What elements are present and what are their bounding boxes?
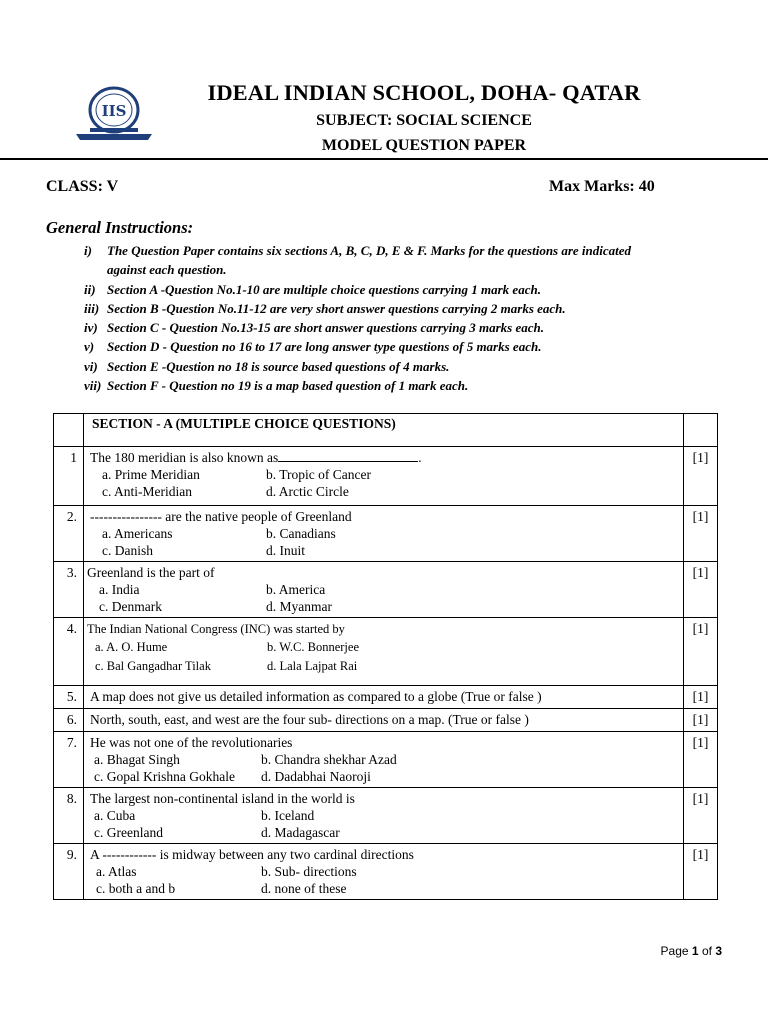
options-row: [90, 880, 683, 897]
instruction-number: iii): [84, 300, 100, 316]
header-divider: [0, 158, 768, 160]
instruction-text: against each question.: [107, 262, 227, 278]
options-row: [90, 863, 683, 880]
option-d: d. Madagascar: [261, 825, 340, 840]
option-a: a. Bhagat Singh: [94, 752, 180, 767]
instruction-item: [0, 299, 768, 318]
option-a: a. India: [99, 582, 140, 597]
question-text: A ------------ is midway between any two cardinal directions: [90, 847, 414, 862]
instructions-heading: General Instructions:: [46, 218, 194, 237]
option-a: a. Cuba: [94, 808, 136, 823]
options-row: [87, 581, 683, 598]
options-row: [90, 483, 683, 500]
option-c: c. Denmark: [99, 599, 162, 614]
option-a: a. Prime Meridian: [102, 467, 200, 482]
options-row: [90, 466, 683, 483]
instruction-item: [0, 318, 768, 337]
question-marks: [1]: [684, 618, 718, 686]
instruction-number: vi): [84, 358, 98, 374]
question-marks: [1]: [684, 788, 718, 844]
option-a: a. A. O. Hume: [95, 640, 168, 654]
question-marks: [1]: [684, 562, 718, 618]
section-header-row: [54, 414, 718, 447]
question-text: A map does not give us detailed information as compared to a globe (True or false ): [84, 686, 684, 709]
instruction-text: Section C - Question No.13-15 are short answer questions carrying 3 marks each.: [107, 320, 544, 336]
paper-title: MODEL QUESTION PAPER: [321, 137, 527, 154]
table-cell: [684, 414, 718, 447]
question-row: [54, 447, 718, 506]
instruction-number: ii): [84, 281, 96, 297]
instruction-text: Section B -Question No.11-12 are very short answer questions carrying 2 marks each.: [107, 300, 566, 316]
question-text: The largest non-continental island in the world is: [90, 791, 355, 806]
question-text: The 180 meridian is also known as: [90, 450, 279, 465]
question-cell: [84, 562, 684, 618]
options-row: [90, 525, 683, 542]
question-cell: [84, 447, 684, 506]
question-row: [54, 732, 718, 788]
instruction-text: Section D - Question no 16 to 17 are long answer type questions of 5 marks each.: [107, 339, 542, 355]
question-text: North, south, east, and west are the four sub- directions on a map. (True or false ): [84, 709, 684, 732]
instruction-text: Section E -Question no 18 is source based questions of 4 marks.: [107, 358, 450, 374]
question-row: [54, 788, 718, 844]
question-marks: [1]: [684, 844, 718, 900]
question-number: 9.: [54, 844, 84, 900]
instructions-list: [0, 241, 768, 395]
question-marks: [1]: [684, 709, 718, 732]
options-row: [90, 542, 683, 559]
option-d: d. Arctic Circle: [266, 484, 349, 499]
instruction-number: vii): [84, 378, 102, 394]
page-label: Page: [660, 944, 689, 958]
page-total: 3: [715, 944, 722, 958]
question-row: [54, 686, 718, 709]
section-a-table: [53, 413, 718, 900]
question-text: ---------------- are the native people of Greenland: [90, 509, 352, 524]
option-d: d. Dadabhai Naoroji: [261, 769, 371, 784]
question-cell: [84, 788, 684, 844]
option-c: c. Greenland: [94, 825, 163, 840]
instruction-item: [0, 241, 768, 260]
question-cell: [84, 618, 684, 686]
option-d: d. Inuit: [266, 543, 305, 558]
option-c: c. Bal Gangadhar Tilak: [95, 659, 211, 673]
instruction-number: iv): [84, 320, 98, 336]
option-b: b. Canadians: [266, 526, 336, 541]
question-stem: [90, 449, 683, 466]
options-row: [90, 807, 683, 824]
question-marks: [1]: [684, 732, 718, 788]
instruction-item: [0, 280, 768, 299]
option-a: a. Americans: [102, 526, 173, 541]
question-cell: [84, 506, 684, 562]
option-b: b. Sub- directions: [261, 864, 357, 879]
question-text: Greenland is the part of: [87, 565, 215, 580]
question-cell: [84, 844, 684, 900]
options-row: [87, 598, 683, 615]
option-b: b. Tropic of Cancer: [266, 467, 371, 482]
instruction-text: Section F - Question no 19 is a map based question of 1 mark each.: [107, 378, 469, 394]
options-row: [90, 824, 683, 841]
question-text: The Indian National Congress (INC) was started by: [87, 622, 345, 636]
question-row: [54, 618, 718, 686]
option-c: c. both a and b: [96, 881, 176, 896]
option-d: d. Lala Lajpat Rai: [267, 659, 358, 673]
of-label: of: [701, 944, 712, 958]
option-b: b. America: [266, 582, 326, 597]
question-number: 8.: [54, 788, 84, 844]
question-number: 6.: [54, 709, 84, 732]
instruction-item: [0, 357, 768, 376]
question-row: [54, 562, 718, 618]
instruction-number: i): [84, 243, 92, 258]
option-c: c. Anti-Meridian: [102, 484, 192, 499]
option-d: d. Myanmar: [266, 599, 332, 614]
instruction-text: Section A -Question No.1-10 are multiple choice questions carrying 1 mark each.: [107, 281, 541, 297]
section-a-heading: SECTION - A (MULTIPLE CHOICE QUESTIONS): [84, 414, 684, 447]
question-row: [54, 506, 718, 562]
question-marks: [1]: [684, 447, 718, 506]
question-row: [54, 844, 718, 900]
option-d: d. none of these: [261, 881, 347, 896]
question-marks: [1]: [684, 506, 718, 562]
question-cell: [84, 732, 684, 788]
option-c: c. Danish: [102, 543, 153, 558]
subject-title: SUBJECT: SOCIAL SCIENCE: [316, 112, 532, 129]
class-label: CLASS: V: [46, 178, 119, 195]
page-footer: [661, 944, 722, 958]
option-b: b. Iceland: [261, 808, 315, 823]
question-row: [54, 709, 718, 732]
answer-blank: [278, 449, 418, 462]
instruction-text: The Question Paper contains six sections A, B, C, D, E & F. Marks for the questions are indicated: [107, 243, 632, 258]
question-number: 1: [54, 447, 84, 506]
option-b: b. W.C. Bonnerjee: [267, 640, 360, 654]
option-a: a. Atlas: [96, 864, 137, 879]
school-name: IDEAL INDIAN SCHOOL, DOHA- QATAR: [207, 80, 641, 105]
question-number: 5.: [54, 686, 84, 709]
instruction-item-continued: [0, 260, 768, 279]
option-c: c. Gopal Krishna Gokhale: [94, 769, 235, 784]
logo-monogram: IIS: [101, 102, 127, 120]
options-row: [90, 751, 683, 768]
page-number: 1: [691, 944, 699, 958]
table-cell: [54, 414, 84, 447]
options-row: [87, 638, 683, 657]
question-number: 2.: [54, 506, 84, 562]
instruction-item: [0, 337, 768, 356]
question-marks: [1]: [684, 686, 718, 709]
max-marks-label: Max Marks: 40: [549, 178, 655, 195]
question-number: 3.: [54, 562, 84, 618]
options-row: [87, 657, 683, 676]
instruction-item: [0, 376, 768, 395]
question-suffix: .: [418, 450, 422, 465]
instruction-number: v): [84, 339, 95, 355]
options-row: [90, 768, 683, 785]
option-b: b. Chandra shekhar Azad: [261, 752, 397, 767]
question-number: 7.: [54, 732, 84, 788]
question-number: 4.: [54, 618, 84, 686]
question-text: He was not one of the revolutionaries: [90, 735, 293, 750]
